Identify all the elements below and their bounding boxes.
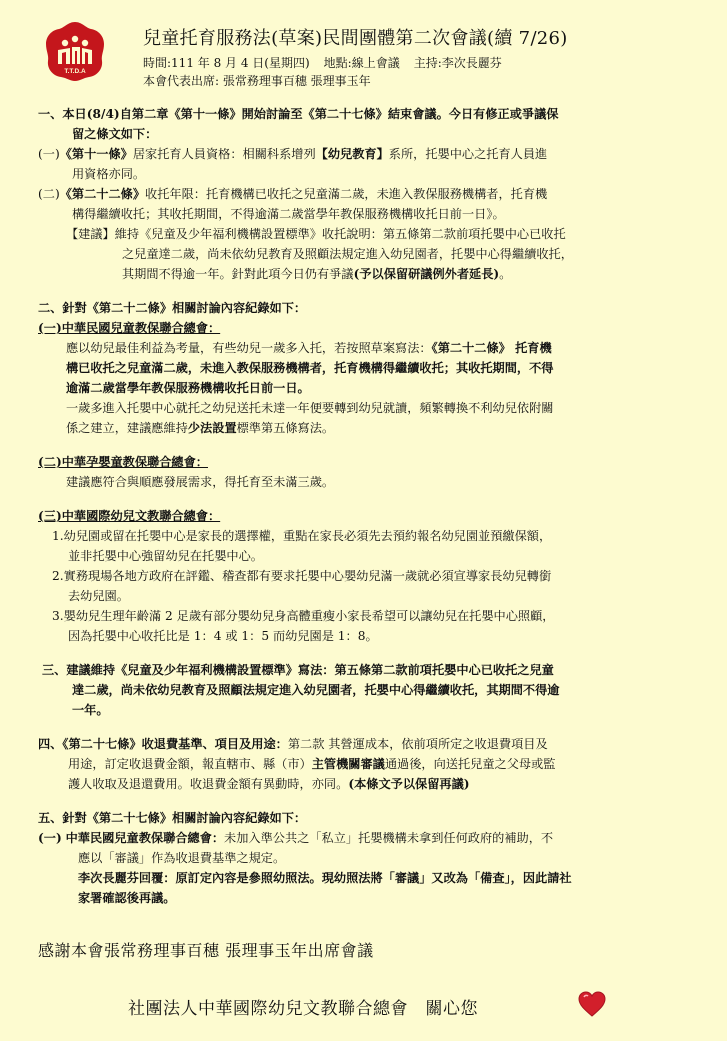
section-1-item-1: (一)《第十一條》居家托育人員資格：相關科系增列【幼兒教育】系所，托嬰中心之托育人員進 用資格亦同。 (38, 147, 548, 181)
meeting-place: 地點:線上會議 (323, 56, 400, 70)
logo-text: T.T.D.A (64, 68, 86, 75)
section-1-line-1: 一、本日(8/4)自第二章《第十一條》開始討論至《第二十七條》結束會議。今日有修正或爭議保 (38, 107, 559, 121)
meeting-time: 時間:111 年 8 月 4 日(星期四) (143, 56, 310, 70)
ttda-logo-icon (44, 20, 106, 82)
section-1 (38, 104, 688, 284)
meeting-host: 主持:李次長麗芬 (413, 56, 502, 70)
section-1-suggestion: 【建議】維持《兒童及少年福利機構設置標準》收托說明：第五條第二款前項托嬰中心已收托 之兒童達二歲，尚未依幼兒教育及照顧法規定進入幼兒園者，托嬰中心得繼續收托， 其期間不得逾一年。針對此項今日仍有爭議(予以保留研議例外者延長)。 (66, 227, 573, 281)
document-body (38, 104, 688, 908)
thanks-note: 感謝本會張常務理事百穗 張理事玉年出席會議 (38, 941, 374, 960)
section-2-title: 二、針對《第二十二條》相關討論內容紀錄如下： (38, 301, 307, 315)
meeting-meta (143, 54, 713, 72)
section-3: 三、建議維持《兒童及少年福利機構設置標準》寫法：第五條第二款前項托嬰中心已收托之兒童 達二歲，尚未依幼兒教育及照顧法規定進入幼兒園者，托嬰中心得繼續收托，其期間不得逾 一年。 (42, 663, 560, 717)
org-international-children-union: (三)中華國際幼兒文教聯合總會： (38, 509, 221, 523)
meeting-representatives: 本會代表出席: 張常務理事百穗 張理事玉年 (143, 74, 371, 88)
org-children-education-union: (一)中華民國兒童教保聯合總會： (38, 321, 221, 335)
org-maternal-infant-union: (二)中華孕嬰童教保聯合總會： (38, 455, 208, 469)
page-title: 兒童托育服務法(草案)民間團體第二次會議(續 7/26) (143, 28, 568, 49)
section-4: 四、《第二十七條》收退費基準、項目及用途：第二款 其營運成本，依前項所定之收退費項目及 用途，訂定收退費金額，報直轄市、縣（市）主管機關審議通過後，向送托兒童之父母或監 護人收取及退還費用。收退費金額有異動時，亦同。(本條文予以保留再議) (38, 737, 556, 791)
section-2: 二、針對《第二十二條》相關討論內容紀錄如下： (一)中華民國兒童教保聯合總會： 應以幼兒最佳利益為考量，有些幼兒一歲多入托，若按照草案寫法：《第二十二條》 托育機 構已收托之兒童滿二歲，未進入教保服務機構者，托育機構得繼續收托；其收托期間，不得 逾滿二歲當學年教保服務機構收托日前一日。 一歲多進入托嬰中心就托之幼兒送托未達一年便要轉到幼兒就讀，頻繁轉換不利幼兒依附關 係之建立，建議應維持少法設置標準第五條寫法。 (二)中華孕嬰童教保聯合總會： 建議應符合與順應發展需求，得托育至未滿三歲。 (三)中華國際幼兒文教聯合總會： 1.幼兒園或留在托嬰中心是家長的選擇權，重點在家長必須先去預約報名幼兒園並預繳保額， 並非托嬰中心強留幼兒在托嬰中心。 2.實務現場各地方政府在評鑑、稽查都有要求托嬰中心嬰幼兒滿一歲就必須宣導家長幼兒轉銜 去幼兒園。 3.嬰幼兒生理年齡滿 2 足歲有部分嬰幼兒身高體重瘦小家長希望可以讓幼兒在托嬰中心照顧， 因為托嬰中心收托比是 1：4 或 1：5 而幼兒園是 1：8。 (38, 298, 688, 646)
section-1-line-2: 留之條文如下： (72, 127, 158, 141)
document-header (143, 28, 713, 90)
footer-signature: 社團法人中華國際幼兒文教聯合總會 關心您 (128, 999, 478, 1019)
heart-icon (577, 990, 607, 1018)
section-5: 五、針對《第二十七條》相關討論內容紀錄如下： (一) 中華民國兒童教保聯合總會：未加入準公共之「私立」托嬰機構未拿到任何政府的補助，不 應以「審議」作為收退費基準之規定。 李次長麗芬回覆：原訂定內容是參照幼照法。現幼照法將「審議」又改為「備查」，因此請社 家署確認後再議。 (38, 811, 572, 905)
section-1-item-2: (二)《第二十二條》收托年限：托育機構已收托之兒童滿二歲，未進入教保服務機構者，托育機 構得繼續收托；其收托期間，不得逾滿二歲當學年教保服務機構收托日前一日》。 (38, 187, 548, 221)
